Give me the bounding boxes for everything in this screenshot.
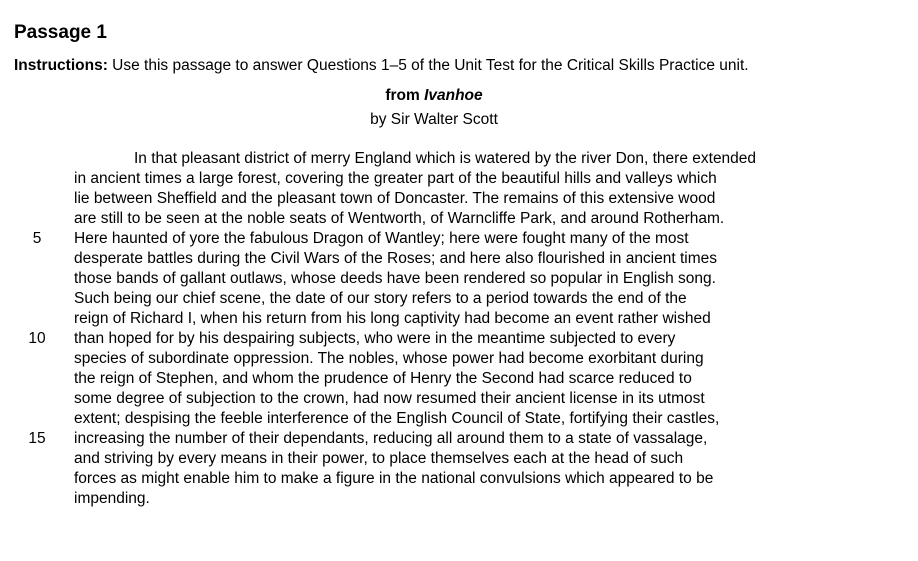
instructions: [14, 56, 749, 76]
passage-body: [0, 149, 918, 509]
line-text: Here haunted of yore the fabulous Dragon of Wantley; here were fought many of the most: [74, 230, 689, 247]
passage-line: [0, 209, 918, 229]
passage-line: [0, 149, 918, 169]
passage-line: [0, 269, 918, 289]
line-text: those bands of gallant outlaws, whose deeds have been rendered so popular in English song.: [74, 270, 716, 287]
passage-line: [0, 429, 918, 449]
line-text: In that pleasant district of merry England which is watered by the river Don, there extended: [134, 150, 757, 167]
passage-line: [0, 389, 918, 409]
line-text: than hoped for by his despairing subjects, who were in the meantime subjected to every: [74, 330, 676, 347]
passage-line: [0, 189, 918, 209]
passage-line: [0, 329, 918, 349]
passage-line: [0, 309, 918, 329]
line-text: Such being our chief scene, the date of our story refers to a period towards the end of the: [74, 290, 687, 307]
line-text: and striving by every means in their power, to place themselves each at the head of such: [74, 450, 684, 467]
line-text: increasing the number of their dependants, reducing all around them to a state of vassalage,: [74, 430, 708, 447]
instructions-text: Use this passage to answer Questions 1–5 of the Unit Test for the Critical Skills Practice unit.: [107, 57, 749, 74]
line-text: forces as might enable him to make a figure in the national convulsions which appeared to be: [74, 470, 714, 487]
line-number: 10: [28, 330, 46, 347]
passage-line: [0, 169, 918, 189]
passage-line: [0, 449, 918, 469]
line-text: desperate battles during the Civil Wars of the Roses; and here also flourished in ancient times: [74, 250, 718, 267]
work-title: [0, 86, 868, 106]
line-number: 5: [32, 230, 42, 247]
passage-line: [0, 489, 918, 509]
passage-line: [0, 249, 918, 269]
line-text: lie between Sheffield and the pleasant town of Doncaster. The remains of this extensive wood: [74, 190, 716, 207]
line-text: species of subordinate oppression. The nobles, whose power had become exorbitant during: [74, 350, 704, 367]
passage-line: [0, 229, 918, 249]
passage-line: [0, 409, 918, 429]
line-text: the reign of Stephen, and whom the prudence of Henry the Second had scarce reduced to: [74, 370, 692, 387]
instructions-label: Instructions:: [14, 57, 108, 74]
passage-line: [0, 469, 918, 489]
work-title-name: Ivanhoe: [424, 87, 483, 104]
line-text: some degree of subjection to the crown, had now resumed their ancient license in its utmost: [74, 390, 705, 407]
work-title-prefix: from: [385, 87, 425, 104]
passage-line: [0, 369, 918, 389]
line-text: extent; despising the feeble interference of the English Council of State, fortifying their castles,: [74, 410, 720, 427]
line-text: impending.: [74, 490, 150, 507]
line-text: reign of Richard I, when his return from his long captivity had become an event rather wished: [74, 310, 711, 327]
passage-heading: Passage 1: [14, 22, 107, 43]
line-text: in ancient times a large forest, covering the greater part of the beautiful hills and valleys which: [74, 170, 717, 187]
line-text: are still to be seen at the noble seats of Wentworth, of Warncliffe Park, and around Rotherham.: [74, 210, 725, 227]
passage-line: [0, 349, 918, 369]
passage-line: [0, 289, 918, 309]
line-number: 15: [28, 430, 46, 447]
work-author: by Sir Walter Scott: [370, 111, 498, 128]
